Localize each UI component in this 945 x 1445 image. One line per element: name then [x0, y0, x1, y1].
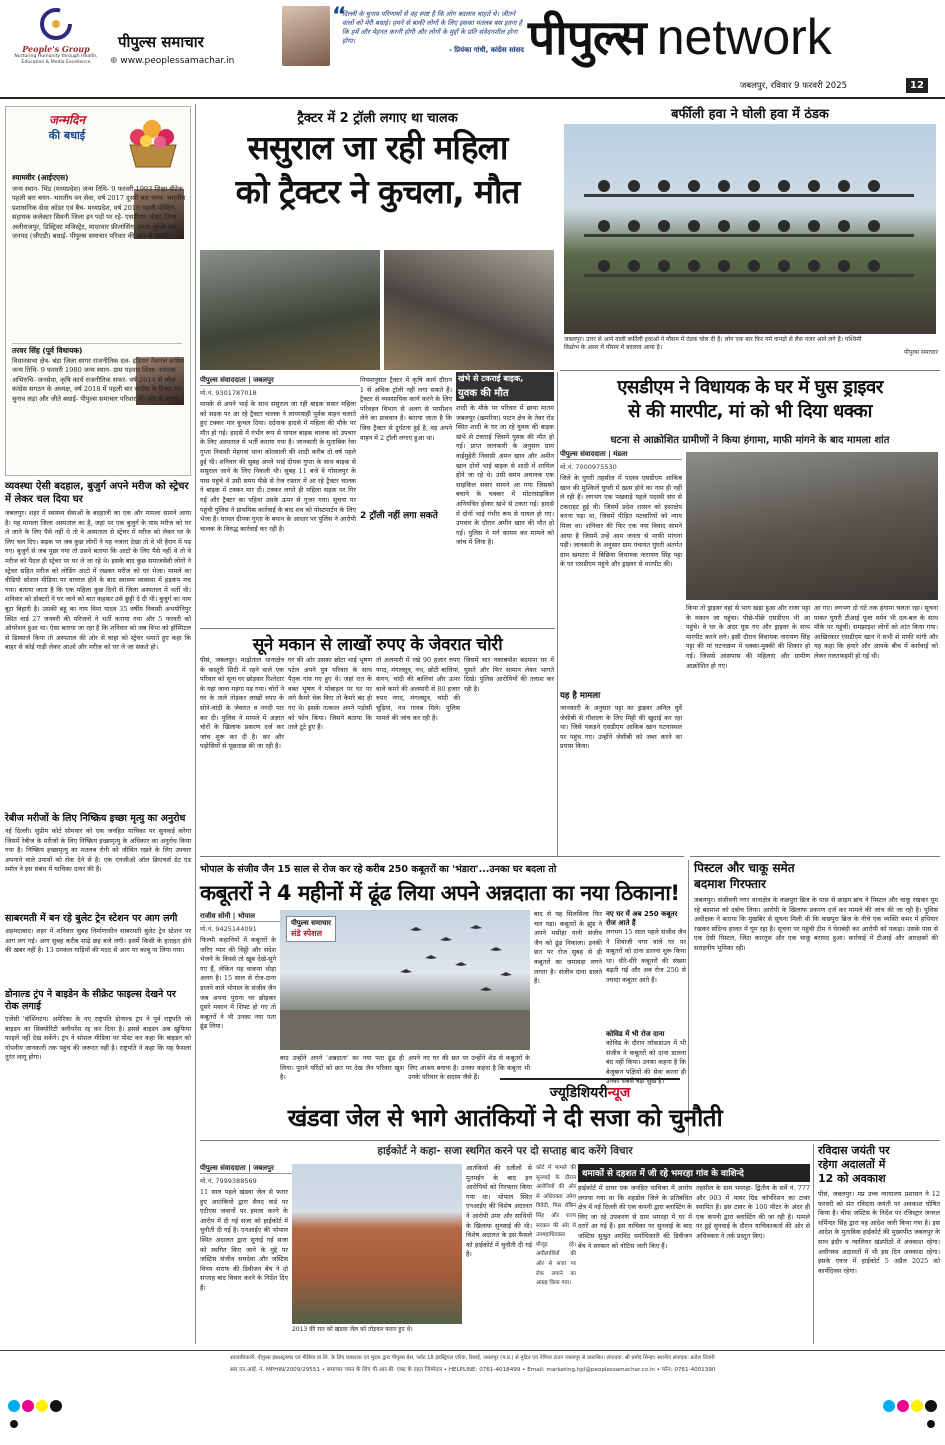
masthead	[0, 0, 945, 100]
judiciary-headline: खंडवा जेल से भागे आतंकियों ने दी सजा को चुनौती	[287, 1104, 723, 1132]
main-story-column-2	[360, 376, 452, 626]
person2-heading: तरवर सिंह (पूर्व विधायक)	[12, 343, 182, 356]
main-story-mobile: मो.नं. 9301787018	[200, 389, 257, 397]
theft-text-3: तो अलमारी में रखे 90 हजार रुपए नगद, मंगलसूत्र, नथ, छोटी बालियां, कंगन, चांदी की बालियां और ऊपर वाले कमरे की अलमारी से 80 हजार रुपए नगद, मंगलसूत्र, चांदी की चूड़ियां, नथ गायब मिले। पुलिस मामले की जांच कर रही है।	[376, 656, 460, 722]
main-story-subhead: 2 ट्रॉली नहीं लगा सकते	[360, 511, 438, 521]
cold-story-photo	[564, 124, 936, 334]
stretcher-story-headline: व्यवस्था ऐसी बदहाल, बुजुर्ग अपने मरीज को स्ट्रेचर में लेकर चल दिया घर	[5, 481, 189, 505]
pigeon-text-6: कोविड के दौरान लॉकडाउन में भी संजीव ने कबूतरों को दाना डालना बंद नहीं किया। उनका कहना है कि बेजुबान पक्षियों की सेवा करना ही उनका सबसे बड़ा सुख है।	[606, 1039, 686, 1086]
main-story	[200, 104, 555, 249]
judiciary-tag: ज्यूडिशियरीन्यूज	[500, 1078, 680, 1102]
brand-logo	[528, 4, 938, 70]
main-divider-h	[200, 628, 555, 629]
cold-story-headline: बर्फीली हवा ने घोली हवा में ठंडक	[671, 107, 829, 122]
judiciary-deck: हाईकोर्ट ने कहा- सजा स्थगित करने पर दो सप्ताह बाद करेंगे विचार	[377, 1145, 633, 1157]
pigeon-text-2: बाद उन्होंने अपने 'अन्नदाता' का नया पता ढूंढ ही लिया। पुराने परिंदों को छत पर देख जैन परिवार खुश है।	[280, 1054, 404, 1082]
ravidas-headline: रविदास जयंती पर रहेगा अदालतों में 12 को अवकाश	[818, 1144, 890, 1185]
sdm-mobile: मो.नं. 7000975530	[560, 463, 617, 471]
footer-imprint: स्वत्वाधिकारी: पीपुल्स इंफ्रास्ट्रक्चर एवं मीडिया प्रा.लि. के लिए प्रकाशक एवं मुद्रक द्वारा पीपुल्स प्रेस, प्लॉट 18 इंडस्ट्रियल एरिया, रिछाई, जबलपुर (म.प्र.) से मुद्रित एवं नेपियर टाउन जबलपुर से प्रकाशित। संपादक: श्री प्रमोद सिन्हा। स्थानीय संपादक: ब्रजेश तिवारी	[230, 1355, 715, 1361]
brand-right: network	[656, 9, 832, 65]
sdm-photo	[686, 452, 938, 600]
stretcher-story-text: जबलपुर। शहर में स्वास्थ्य सेवाओं के बदहाली का एक और मामला सामने आया है। यह मामला जिला अस्पताल का है, जहां पर एक बुजुर्ग के पास मरीज को घर ले जाने के लिए पैसे नहीं थे तो वे अस्पताल से स्ट्रेचर में मरीज को लेकर घर के लिए चल दिए। सड़क पर जब कुछ लोगों ने यह नजारा देखा तो वे भी हैरान में पड़ गए। बुजुर्ग से जब पूछा गया तो उसने बताया कि आटो के लिए पैसे नहीं थे तो वे मरीज को पैदल ही स्ट्रेचर पर घर ले जा रहे थे। इसके बाद कुछ समाजसेवी लोगों ने स्ट्रेचर सहित मरीज को लोडिंग आटो में रखकर मरीज को घर भेजा। मामले का वीडियो सोशल मीडिया पर वायरल होने के बाद स्वास्थ्य व्यवस्था में हड़कंप मच गया। बताया जाता है कि एक महिला कुछ दिनों से जिला अस्पताल में भर्ती थी। शनिवार को डॉक्टरों ने घर जाने को बात कहकर उसे छुट्टी दे दी थी। बुजुर्ग का नाम बूटा बिहारी है। उसकी बहू का नाम विमा यादव 35 वर्षीय निवासी अभयोनिपुर स्थित वार्ड 27 जनवरी की परिजनों ने भर्ती कराया गया और 5 फरवरी को ऑपरेशन हुआ था। ऐसा बताया जा रहा है कि शनिवार को जब विभा को हॉस्पिटल से डिस्चार्ज किया तो अस्पताल की ओर से चाहा को स्ट्रेचर थमाते हुए कहा कि बाहर से कोई गाड़ी लेकर आओ और मरीज को घर ले जा सकते हो।	[5, 509, 191, 652]
pistol-headline: पिस्टल और चाकू समेत बदमाश गिरफ्तार	[694, 861, 795, 891]
highcourt-caption: 2013 की रात को खंडवा जेल को तोड़कर फरार हुए थे।	[292, 1326, 413, 1333]
mid-vertical-divider	[557, 372, 558, 856]
highcourt-photo	[292, 1164, 462, 1324]
theft-divider	[200, 856, 684, 857]
page-number: 12	[906, 78, 928, 93]
left-column-news	[5, 480, 191, 1342]
judiciary-text-3: कोर्ट में मामले की सुनवाई के दौरान आरोपियों की ओर से अधिवक्ता उमेश त्रिवेदी, मिस रॉबिन सिंह और राज्य सरकार की ओर से उपमहाधिवक्ता मौजूद रहे। अपीलार्थियों की ओर से सजा पर रोक लगाने का आग्रह किया गया।	[536, 1165, 576, 1287]
sdm-deck: घटना से आक्रोशित ग्रामीणों ने किया हंगामा, माफी मांगने के बाद मामला शांत	[610, 435, 890, 446]
pistol-text: जबलपुर। संजीवनी नगर थानाक्षेत्र के कछपुरा ब्रिज के पास से क्राइम ब्रांच ने पिस्टल और चाकू रखकर घूम रहे बदमाश को दबोच लिया। आरोपी के खिलाफ प्रकरण दर्ज कर मामले की जांच की जा रही है। पुलिस अधीक्षक ने बताया कि मुखबिर से सूचना मिली थी कि कछपुरा ब्रिज के नीचे एक व्यक्ति कमर में हथियार रखकर संदिग्ध हालत में घूम रहा है। सूचना पर पहुंची टीम ने घेराबंदी कर आरोपी को पकड़ा। उसके पास से एक देसी पिस्टल, जिंदा कारतूस और एक चाकू बरामद हुआ। कार्रवाई में टीआई और आरक्षकों की सराहनीय भूमिका रही।	[694, 896, 938, 952]
sdm-text-3: आ गए। लगभग दो घंटे तक हंगामा चलता रहा। सूचना पाकर घुघरी टीआई पूजा वर्मन भी दल-बल के साथ मौके पर पहुंचीं। समझाइश लोगों को शांत किया गया। आखिरकार एसडीएम खान ने सभी से माफी मांगी और यह कहा कि हमारे और आपके बीच में कार्रवाई को लेकर गलतफहमी हो गई थी।	[814, 604, 938, 660]
pigeon-byline: राजीव सोनी | भोपाल	[200, 912, 300, 922]
pigeon-subhead-1: नए घर में अब 250 कबूतर रोज आते हैं	[606, 910, 678, 927]
trump-story-headline: डोनाल्ड ट्रंप ने बाइडेन के सीक्रेट फाइल्स देखने पर रोक लगाई	[5, 989, 176, 1012]
birthday-title: जन्मदिन की बधाई	[48, 113, 86, 142]
brand-left: पीपुल्स	[528, 10, 646, 66]
crash-story-headline: युवक की मौत	[456, 385, 554, 401]
pistol-top-divider	[690, 856, 940, 857]
birthday-box	[5, 106, 191, 476]
peoples-group-logo	[6, 6, 106, 86]
bullet-train-story-text: अहमदाबाद। शहर में शनिवार सुबह निर्माणाधीन साबरमती बुलेट ट्रेन स्टेशन पर आग लग गई। आग सुबह करीब साढ़े छह बजे लगी। इसमें किसी के हताहत होने की खबर नहीं है। 13 दमकल गाड़ियों की मदद से आग पर काबू पा लिया गया।	[5, 927, 191, 955]
theft-text-4: जिसमें चार नकाबपोश बदमाश घर में घुसते और फिर सामान लेकर भागते दिखे। पुलिस आरोपियों की तलाश कर रही है।	[464, 656, 554, 693]
quote-box	[332, 4, 524, 80]
sdm-text-2: किया तो ड्राइवर वहां से भाग खड़ा हुआ और राजा पट्टा के मकान जा पहुंचा। पीछे-पीछे एसडीएम भी आ पहुंचे। वे घर के अंदर घुस गए और ड्राइवर के साथ मारपीट करने लगे। इसी दौरान विधायक नारायण सिंह पट्टा की मां घटनाक्रम में धक्का-मुक्की की शिकार हो गईं। जिससे आसपास की महिलाएं और ग्रामीण आक्रोशित हो गए।	[686, 604, 810, 670]
trump-story-text: एजेंसी 'वॉशिंगटन। अमेरिका के नए राष्ट्रपति डोनाल्ड ट्रंप ने पूर्व राष्ट्रपति जो बाइडन का सिक्योरिटी क्लीयरेंस रद्द कर दिया है। इससे बाइडन अब खुफिया फाइलें नहीं देख सकेंगे। ट्रंप ने सोशल मीडिया पर पोस्ट कर कहा कि बाइडन को गोपनीय जानकारी तक पहुंच की जरूरत नहीं है। राष्ट्रपति ने कहा कि यह फैसला तुरंत लागू होगा।	[5, 1015, 191, 1062]
main-story-byline: पीपुल्स संवाददाता | जबलपुर	[200, 376, 360, 386]
cold-story-credit: पीपुल्स समाचार	[903, 349, 938, 356]
crash-story	[456, 372, 554, 627]
tractor-photo-2	[384, 250, 554, 370]
sdm-subhead-text: जानकारी के अनुसार पट्टा का ड्राइवर अनिल धुर्वे जेसीबी से गौशाला के लिए मिट्टी की खुदाई कर रहा था। जिसे पकड़ने एसडीएम आकिब खान घटनास्थल पर पहुंच गए। उन्होंने जेसीबी को जब्त करने का प्रयास किया।	[560, 704, 682, 751]
main-story-headline-2: को ट्रैक्टर ने कुचला, मौत	[235, 172, 520, 211]
ravidas-divider	[813, 1144, 814, 1344]
judiciary-mobile: मो.नं. 7999388569	[200, 1177, 257, 1185]
pigeon-right-divider	[688, 860, 689, 1136]
color-registration-bar	[0, 1392, 945, 1432]
main-story-text-continued: नियमानुसार ट्रैक्टर में कृषि कार्य दौरान 1 से अधिक ट्रॉली नहीं लगा सकते हैं। ट्रैक्टर से व्यवसायिक कार्य करने के लिए परिवहन विभाग से अलग से परमीशन लेने का प्रावधान है। बताया जाता है कि जिस ट्रैक्टर से दुर्घटना हुई है, वह अपने वाहन में 2 ट्रॉली लगाए हुआ था।	[360, 376, 452, 442]
person2-bio: विधानसभा क्षेत्र- बंडा जिला सागर राजनीतिक दल- इंडियन नेशनल कांग्रेस जन्म तिथि- 9 फरवरी 1980 जन्म स्थान- ग्राम पड़वार शिक्षा- स्नातक अभिरुचि- जनसेवा, कृषि कार्य राजनीतिक सफर- वर्ष 2014 से लोक कांग्रेस सगठन के अध्यक्ष, वर्ष 2018 में पहली बार कांग्रेस के टिकट पर चुनाव लड़ा और जीते बधाई- पीपुल्स समाचार परिवार की ओर से बधाई	[12, 357, 184, 403]
paper-name: पीपुल्स समाचार	[118, 33, 204, 51]
crash-story-text: शादी के मौके पर परिवार में छाया मातम जबलपुर (खमरिया) पाटन क्षेत्र के तेवर रोड स्थित शादी के घर जा रहे युवक की बाइक खंभे से टकराई जिसमें युवक की मौत हो गई। प्राप्त जानकारी के अनुसार ग्राम वाईमुहेरी निवासी अमन खान और अमीन खान दोनों भाई बाइक से शादी में शामिल होने जा रहे थे। उसी समय अचानक एक साइकिल सवार सामने आ गया जिसको बचाने के चक्कर में मोटरसाइकिल अनियंत्रित होकर खंभे से टकरा गई। हादसे में दोनों भाई गंभीर रूप से घायल हो गए। उपचार के दौरान अमीन खान की मौत हो गई। पुलिस ने मर्ग कायम कर मामले को जांच में लिया है।	[456, 404, 554, 547]
theft-text-2: घर की ओर उसका छोटा भाई भूषण पटेल अपने पुत्र परिवार के साथ पैतृक गांव गए हुए थे। जहां रात के वक्त भूषण ने मोबाइल पर घर पर लगे कैमरे चेक किए तो कैमरे बंद हो गए थे। इसके तत्काल अपने पड़ोसी को फोन किया। जिसने बताया कि ताले टूटे हुए हैं।	[288, 656, 372, 732]
bhamraha-headline: धमाकों से दहशत में जी रहे भमरहा गांव के वाशिन्दे	[578, 1164, 810, 1182]
quote-author-photo	[282, 6, 330, 66]
tractor-photo-1	[200, 250, 380, 370]
pigeon-text-5: लगभग 15 साल पहले संजीव जैन ने शिवाजी नगर वाले घर पर कबूतरों को दाना डालना शुरू किया था। धीरे-धीरे कबूतरों की संख्या बढ़ती गई और अब रोज 250 से ज्यादा कबूतर आते हैं।	[606, 928, 686, 984]
group-tagline: Nurturing Humanity through Health, Education & Media Excellence	[14, 54, 98, 65]
ravidas-text: पीसं, जबलपुर। मप्र उच्च न्यायालय प्रशासन ने 12 फरवरी को संत रविदास जयंती पर अवकाश घोषित किया है। चीफ जस्टिस के निर्देश पर रजिस्ट्रार जनरल धर्मिन्दर सिंह द्वारा यह आदेश जारी किया गया है। इस आदेश के मुताबिक हाईकोर्ट की मुख्यपीठ जबलपुर के साथ इंदौर व ग्वालियर खंडपीठों में अवकाश रहेगा। अधीनस्थ अदालतों में भी इस दिन अवकाश रहेगा। इसके एवज में हाईकोर्ट 5 अप्रैल 2025 को कार्यदिवस रहेगा।	[818, 1190, 940, 1275]
pigeon-photo-tag: पीपुल्स समाचार संडे स्पेशल	[286, 916, 336, 942]
sdm-text: जिले के घुघरी तहसील में पदस्थ एसडीएम आकिब खान की मुश्किलें घुघरी में खत्म होने का नाम ही नहीं ले रही हैं। लगभग एक पखवाड़े पहले पदस्थी संघ से टकराहट हुई थी। जिसमें प्रदेश शासन को हस्तक्षेप करना पड़ा था, जिसमें पीड़ित पटवारियों को न्याय मिला था। शनिवार की फिर एक नया विवाद सामने आया है जिसमें उन्हें आम जनता से माफी मांगना पड़ी। जानकारी के अनुसार ग्राम पंचायत घुघरी अंतर्गत ग्राम खमतरा में बिछिया विधायक नारायण सिंह पट्टा के घर एसडीएम पहुंचे और ड्राइवर से मारपीट की।	[560, 474, 682, 569]
footer-contacts: आर.एन.आई. नं. MPHIN/2009/29551 • समाचार चयन के लिए पी.आर.बी. एक्ट के तहत जिम्मेदार • HELPLINE: 0761-4018499 • Email: marketing.hpl@peoplessamachar.co.in • फोन: 0761-4001390	[229, 1367, 716, 1373]
judiciary-text-2: आतंकियों की दलीलों से मुतमईन के बाद इन आरोपियों को गिरफ्तार किया गया था। भोपाल स्थित एनआईए की विशेष अदालत ने आरोपी उमर और साथियों के खिलाफ सुनवाई की थी। विशेष अदालत के इस फैसले को हाईकोर्ट में चुनौती दी गई है।	[466, 1164, 532, 1259]
pigeon-text: फिल्मी कहानियों में कबूतरों के जरिए प्यार की चिट्ठी और संदेश भेजने के किस्से तो खूब देखे-सुने गए हैं, लेकिन यह वाकया थोड़ा अलग है। 15 साल से रोज-दाना डालने वाले भोपाल के संजीव जैन जब अपना पुराना घर छोड़कर दूसरे मकान में शिफ्ट हो गए तो कबूतरों ने भी उनका नया पता ढूंढ लिया।	[200, 936, 276, 1031]
person1-bio: जन्म स्थान- भिंड (मध्यप्रदेश) जन्म तिथि- 9 फरवरी 1993 शिक्षा-बीटेक पहली बार चयन- भारतीय वन सेवा, वर्ष 2017 दूसरी बार चयन- भारतीय प्रशासनिक सेवा कॉडर एवं बैच- मध्यप्रदेश, वर्ष 2018 पहली पोस्टिंग- सहायक कलेक्टर सिवनी जिला इन पदों पर रहे- एसडीएम जोबट जिला अलीराजपुर, डिस्ट्रिक्ट मजिस्ट्रेट, मादरवार फ्रीलांसिंग, प्रभार मुक्ति तक - जनपद (जीएडी) बधाई- पीपुल्स समाचार परिवार की ओर से बधाई।	[12, 185, 186, 241]
peoples-group-icon	[36, 6, 76, 44]
bhamraha-text-2: तहसील के ग्राम भमरहा- द्वितीय के सर्वे नं. 777 और 903 में पावर ग्रिड कॉर्पोरेशन का टावर स्थापित है। इस टावर के 100 मीटर के अंदर ही एक कंपनी द्वारा ब्लास्टिंग की जा रही है। मामले पर हुई सुनवाई के दौरान याचिकाकर्ता की ओर से अधिवक्ता ने तर्क प्रस्तुत किए।	[696, 1184, 810, 1240]
group-name: People's Group	[22, 44, 90, 54]
crash-story-kicker: खंभे से टकराई बाइक,	[456, 372, 554, 385]
flower-pots-graphic	[564, 124, 936, 334]
theft-headline: सूने मकान से लाखों रुपए के जेवरात चोरी	[252, 635, 503, 655]
theft-text: पीसं, जबलपुर। माढ़ोताल थानाक्षेत्र के कस्तूरी सिटी में रहने वाले एक परिवार को सूना घर छोड़कर रिश्तेदार के यहां जाना महंगा पड़ गया। चोरों ने घर के ताले तोड़कर लाखों रुपए के सोने-चांदी के जेवरात व नगदी पार कर दी। पुलिस ने मामले में अज्ञात चोरों के खिलाफ प्रकरण दर्ज कर जांच शुरू कर दी है। कर और पड़ोसियों से पूछताछ की जा रही है।	[200, 656, 284, 751]
rabies-story-text: नई दिल्ली। सुप्रीम कोर्ट सोमवार को एक जनहित याचिका पर सुनवाई करेगा जिसमें रेबीज के मरीजों के लिए निष्क्रिय इच्छामृत्यु के अधिकार का अनुरोध किया गया है। निष्क्रिय इच्छामृत्यु का मतलब रोगी को जीवित रखने के लिए उपचार अपनाने वाले उपायों को रोक देने से है। एक एनजीओ ऑल क्रिएचर्स ग्रेट एंड स्मॉल ने इस संबंध में याचिका दायर की है।	[5, 827, 191, 874]
quote-text: दिल्ली के चुनाव परिणामों से वह स्पष्ट है कि लोग बदलाव चाहते थे। जीतने वालों को मेरी बधाई। हमने से बाकी लोगों के लिए इसका मतलब बस इतना है कि हमें और मेहनत करनी होगी और लोगों के मुद्दों के प्रति संवेदनशील होना होगा।	[342, 10, 523, 45]
flower-basket-icon	[122, 111, 184, 169]
sdm-byline: पीपुल्स संवाददाता | मंडला	[560, 450, 682, 460]
footer-divider	[0, 1350, 945, 1351]
dateline: जबलपुर, रविवार 9 फरवरी 2025	[740, 81, 848, 91]
quote-author: - प्रियंका गांधी, कांग्रेस सांसद	[448, 46, 524, 54]
judiciary-text: 11 साल पहले खंडवा जेल से फरार हुए आतंकियों द्वारा सैयद वार्ड पर एटीएस जवानों पर हमला करने के आरोप में दी गई सजा को हाईकोर्ट में चुनौती दी गई है। एनआईए की भोपाल स्थित अदालत द्वारा सुनाई गई सजा को स्थगित किए जाने के मुद्दे पर जस्टिस संजीव सचदेवा और जस्टिस विनय सराफ की डिवीजन बेंच ने दो सप्ताह बाद विचार करने के निर्देश दिए हैं।	[200, 1188, 288, 1292]
pigeon-headline: कबूतरों ने 4 महीनों में ढूंढ लिया अपने अन्नदाता का नया ठिकाना!	[200, 881, 680, 905]
bhamraha-text: हाईकोर्ट में दायर एक जनहित याचिका में आरोप लगाया गया था कि शहडोल जिले के प्रतिबंधित क्षेत्र में नई दिल्ली की एक कंपनी द्वारा ब्लास्टिंग के लिए जा रहे उपकरण से ग्राम भमरहा में घर में दरारें आ गई हैं। इस याचिका पर सुनवाई के बाद जस्टिस सुश्रुत अरविंद धर्माधिकारी की डिवीजन बेंच ने सरकार को नोटिस जारी किए हैं।	[578, 1184, 692, 1250]
judiciary-top-divider	[200, 1140, 940, 1141]
right-divider-h	[560, 370, 940, 371]
globe-icon: ⊕	[110, 56, 121, 66]
judiciary-byline: पीपुल्स संवाददाता | जबलपुर	[200, 1164, 370, 1174]
main-story-kicker: ट्रैक्टर में 2 ट्रॉली लगाए था चालक	[297, 111, 458, 126]
masthead-divider	[0, 97, 945, 99]
rabies-story-headline: रेबीज मरीजों के लिए निष्क्रिय इच्छा मृत्यु का अनुरोध	[5, 813, 186, 824]
left-column-divider	[195, 104, 196, 1344]
pigeon-text-4: अपने नए घर की छत पर उन्होंने शेड से कबूतरों के लिए आश्रय बनाया है। उनका कहना है कि कबूतर भी उनके परिवार के सदस्य जैसे हैं।	[408, 1054, 530, 1082]
person1-heading: श्यामवीर (आईएएस)	[12, 173, 69, 182]
pigeon-text-3: बाद से यह सिलसिला फिर चल पड़ा। कबूतरों के झुंड ने अपने मसीहा यानी संजीव जैन को ढूंढ निकाला। इनकी छत पर रोज सुबह से ही कबूतरों का जमावड़ा लगने लगता है। संजीव दाना डालते हैं।	[534, 910, 602, 986]
pigeon-subhead-2: कोविड में भी रोज दाना	[606, 1030, 665, 1038]
website-link[interactable]: ⊕ www.peoplessamachar.in	[110, 56, 235, 66]
quote-mark-icon: “	[332, 4, 347, 29]
pigeon-mobile: मो.नं. 9425144091	[200, 925, 257, 933]
pigeon-photo	[280, 910, 530, 1050]
cold-story-caption: जबलपुर। उत्तर से आने वाली बर्फीली हवाओं ने मौसम में ठंडक घोल दी है। लोग एक बार फिर गर्म कपड़ों से लैस नजर आने लगे हैं। पश्चिमी विक्षोभ के असर में मौसम में बदलाव आया है।	[564, 336, 862, 351]
main-story-headline-1: ससुराल जा रही महिला	[247, 128, 508, 167]
pigeon-kicker: भोपाल के संजीव जैन 15 साल से रोज कर रहे करीब 250 कबूतरों का 'भंडारा'...उनका घर बदला तो	[200, 864, 557, 875]
sdm-headline: एसडीएम ने विधायक के घर में घुस ड्राइवर से की मारपीट, मां को भी दिया धक्का	[617, 377, 883, 422]
bullet-train-story-headline: साबरमती में बन रहे बुलेट ट्रेन स्टेशन पर आग लगी	[5, 913, 178, 924]
main-story-text: मायके से अपने भाई के साथ ससुराल जा रही बाइक सवार महिला को सड़क पर आ रहे ट्रैक्टर चालक ने लापरवाही पूर्वक वाहन चलाते हुए टक्कर मार कुचल दिया। दर्दनाक हादसे में महिला की मौके पर मौत हो गई। हादसे में गंभीर रूप से घायल बाइक चालक को उपचार के लिए अस्पताल में भर्ती कराया गया है। जानकारी के मुताबिक रेवा गुप्ता निवासी मेहगवां थाना कोतवाली की शादी करीब दो वर्ष पहले हुई थी। शनिवार की सुबह अपने भाई दीपक गुप्ता के साथ बाइक से ससुराल जाने के लिए निकली थी। सुबह 11 बजे वे गोसलपुर के पास पहुंचे थे उसी समय पीछे से तेज रफ्तार में आ रहे ट्रैक्टर चालक ने बाइक में टक्कर मार दी। टक्कर लगते ही महिला सड़क पर गिर गई और ट्रैक्टर का पहिया उसके ऊपर से गुजर गया। सूचना पर पहुंची पुलिस ने प्राथमिक कार्रवाई के बाद शव को पोस्टमार्टम के लिए भेजा है। घायल दीपक गुप्ता के बयान के आधार पर पुलिस ने आरोपी चालक के विरुद्ध कार्रवाई कर रही है।	[200, 400, 356, 533]
sdm-subhead: यह है मामला	[560, 691, 601, 701]
